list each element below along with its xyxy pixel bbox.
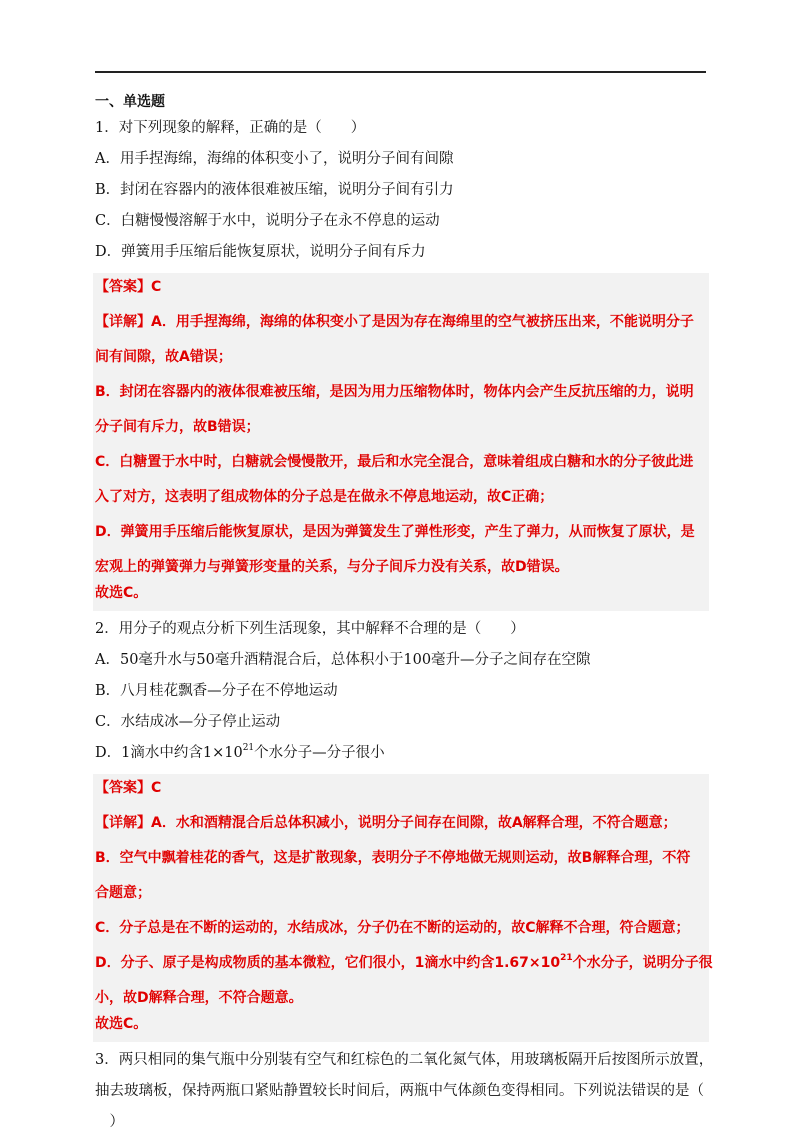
question-1-detail-line: 宏观上的弹簧弹力与弹簧形变量的关系，与分子间斥力没有关系，故D错误。 <box>95 559 569 575</box>
question-2-answer: 【答案】C <box>95 780 162 796</box>
question-2-detail-line: 小，故D解释合理，不符合题意。 <box>95 990 303 1006</box>
exponent: 21 <box>560 953 573 963</box>
question-2-option-b: B．八月桂花飘香—分子在不停地运动 <box>95 683 338 699</box>
detail-d-text: D．分子、原子是构成物质的基本微粒，它们很小，1滴水中约含1.67×10 <box>95 955 561 971</box>
detail-d-text-end: 个水分子，说明分子很 <box>572 955 713 971</box>
question-2-detail-line: 合题意； <box>95 885 151 901</box>
exponent: 21 <box>242 743 255 753</box>
question-1-option-b: B．封闭在容器内的液体很难被压缩，说明分子间有引力 <box>95 182 454 198</box>
header-rule <box>95 71 706 73</box>
question-3-stem-line: 3．两只相同的集气瓶中分别装有空气和红棕色的二氧化氮气体，用玻璃板隔开后按图所示放置， <box>95 1052 714 1068</box>
question-3-stem-line: ） <box>95 1114 124 1130</box>
question-2-detail-line: C．分子总是在不断的运动的，水结成冰，分子仍在不断的运动的，故C解释不合理，符合题意； <box>95 920 690 936</box>
question-2-option-c: C．水结成冰—分子停止运动 <box>95 714 281 730</box>
document-body <box>95 92 714 1143</box>
question-1-stem: 1．对下列现象的解释，正确的是（ ） <box>95 120 366 136</box>
question-2-detail-line <box>95 953 713 973</box>
question-2-conclusion: 故选C。 <box>95 1016 148 1032</box>
question-2-detail-line: B．空气中飘着桂花的香气，这是扩散现象，表明分子不停地做无规则运动，故B解释合理，不符 <box>95 850 691 866</box>
question-2-option-a: A．50毫升水与50毫升酒精混合后，总体积小于100毫升—分子之间存在空隙 <box>95 652 591 668</box>
question-2-option-d <box>95 743 707 763</box>
question-1-detail-line: 入了对方，这表明了组成物体的分子总是在做永不停息地运动，故C正确； <box>95 489 554 505</box>
option-d-text-end: 个水分子—分子很小 <box>254 745 385 761</box>
section-title: 一、单选题 <box>95 94 165 110</box>
question-2-answer-box <box>93 774 713 1042</box>
question-1-detail-line: 【详解】A．用手捏海绵，海绵的体积变小了是因为存在海绵里的空气被挤压出来，不能说明分子 <box>95 314 694 330</box>
question-1-detail-line: 分子间有斥力，故B错误； <box>95 419 260 435</box>
option-d-text: D．1滴水中约含1×10 <box>95 745 243 761</box>
question-1-option-c: C．白糖慢慢溶解于水中，说明分子在永不停息的运动 <box>95 213 440 229</box>
question-1-detail-line: B．封闭在容器内的液体很难被压缩，是因为用力压缩物体时，物体内会产生反抗压缩的力，说明 <box>95 384 694 400</box>
question-1-detail-line: 间有间隙，故A错误； <box>95 349 232 365</box>
question-2-detail-line: 【详解】A．水和酒精混合后总体积减小，说明分子间存在间隙，故A解释合理，不符合题意； <box>95 815 677 831</box>
question-1-detail-line: C．白糖置于水中时，白糖就会慢慢散开，最后和水完全混合，意味着组成白糖和水的分子彼此进 <box>95 454 694 470</box>
question-1-option-d: D．弹簧用手压缩后能恢复原状，说明分子间有斥力 <box>95 244 426 260</box>
question-1-conclusion: 故选C。 <box>95 585 148 601</box>
question-2-stem: 2．用分子的观点分析下列生活现象，其中解释不合理的是（ ） <box>95 621 525 637</box>
question-1-answer-box <box>93 273 709 611</box>
question-1-answer: 【答案】C <box>95 279 162 295</box>
question-1-option-a: A．用手捏海绵，海绵的体积变小了，说明分子间有间隙 <box>95 151 454 167</box>
question-3-stem-line: 抽去玻璃板，保持两瓶口紧贴静置较长时间后，两瓶中气体颜色变得相同。下列说法错误的是（ <box>95 1083 704 1099</box>
question-1-detail-line: D．弹簧用手压缩后能恢复原状，是因为弹簧发生了弹性形变，产生了弹力，从而恢复了原状，是 <box>95 524 695 540</box>
